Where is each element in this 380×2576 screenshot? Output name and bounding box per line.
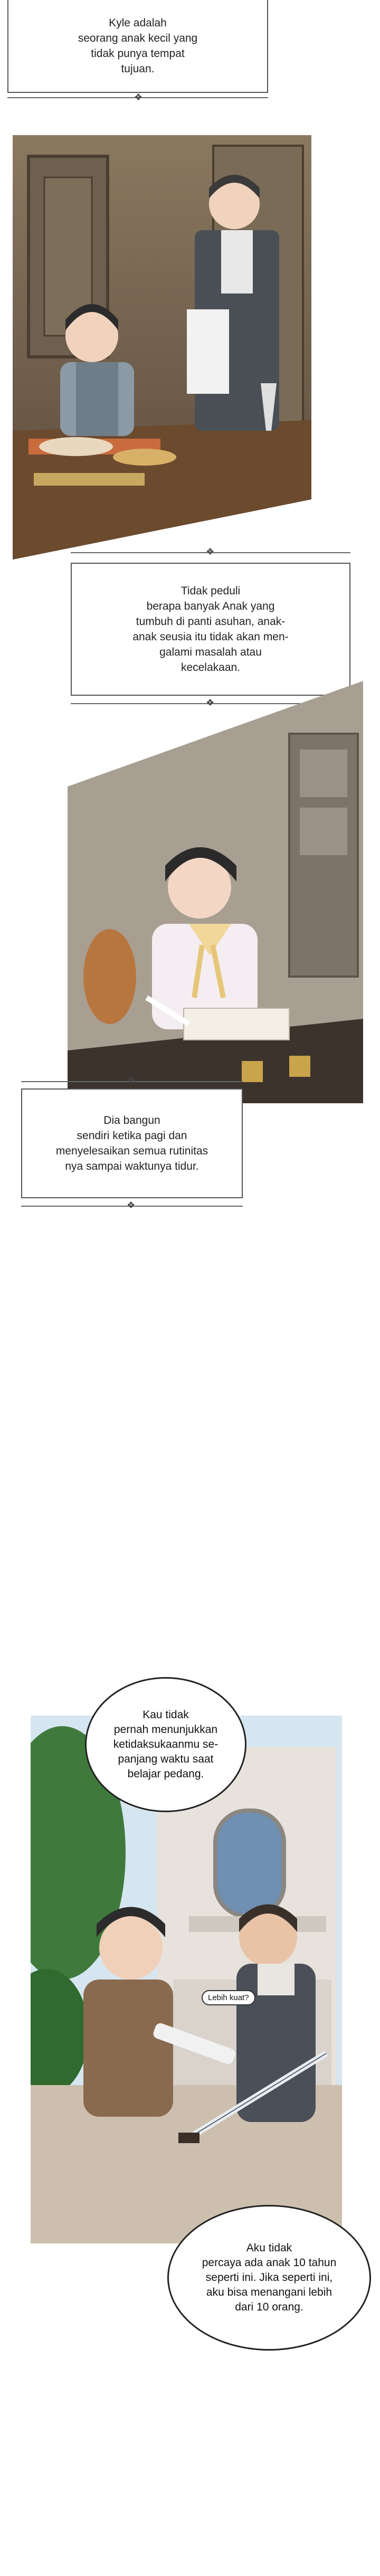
speech-bubble-3-text: Aku tidak percaya ada anak 10 tahun seperti ini. Jika seperti ini, aku bisa menangani lebih dari 10 orang.: [202, 2242, 337, 2313]
ornament-diamond: ❖: [127, 1075, 136, 1086]
ornament-diamond: ❖: [134, 92, 143, 102]
speech-bubble-2-text: Lebih kuat?: [208, 1993, 249, 2002]
narration-text-2: Tidak peduli berapa banyak Anak yang tumbuh di panti asuhan, anak- anak seusia itu tidak akan men- galami masalah atau kecelakaan.: [132, 585, 289, 674]
narration-box-1: [7, 0, 268, 93]
speech-bubble-1: [87, 1679, 245, 1811]
ornament-diamond: ❖: [206, 697, 215, 708]
panel-writing-scene: [68, 681, 363, 1103]
writing-scene-illustration: [68, 681, 363, 1103]
dining-scene-illustration: [13, 135, 311, 560]
ornament-diamond: ❖: [206, 546, 215, 557]
narration-box-3: [21, 1088, 243, 1198]
panel-dining-scene: [13, 135, 311, 560]
speech-bubble-1-text: Kau tidak pernah menunjukkan ketidaksukaanmu se- panjang waktu saat belajar pedang.: [113, 1709, 218, 1780]
narration-text-3: Dia bangun sendiri ketika pagi dan menyelesaikan semua rutinitas nya sampai waktunya tidur.: [55, 1114, 208, 1172]
ornament-diamond: ❖: [127, 1200, 136, 1210]
speech-bubble-2: [202, 1990, 255, 2005]
speech-bubble-3: [169, 2206, 369, 2349]
narration-box-2: [71, 563, 350, 696]
narration-text-1: Kyle adalah seorang anak kecil yang tidak punya tempat tujuan.: [78, 17, 198, 75]
